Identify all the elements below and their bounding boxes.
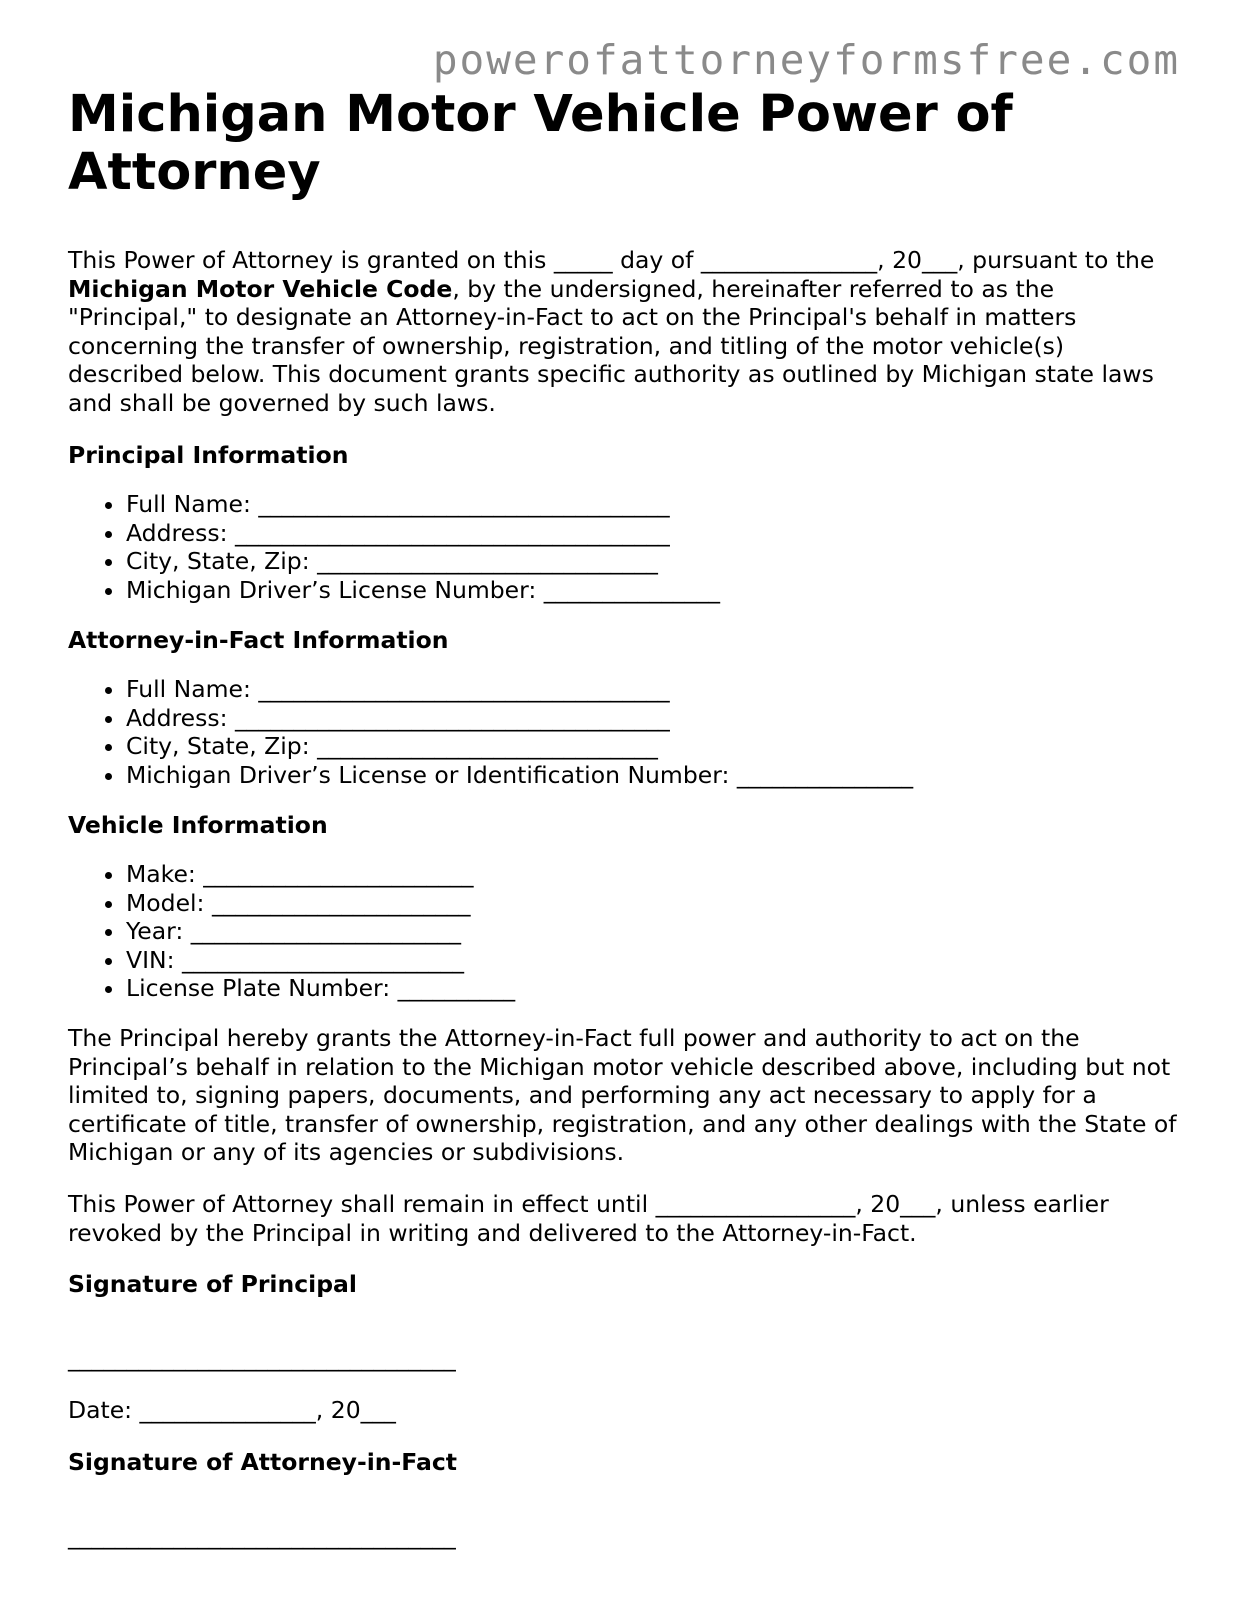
- vehicle-vin-field: • VIN: ________________________: [126, 946, 1178, 975]
- vehicle-heading: Vehicle Information: [68, 810, 328, 839]
- document-content: [68, 86, 1178, 1574]
- principal-city-state-zip-field: • City, State, Zip: _____________________________: [126, 547, 1178, 576]
- attorney-city-state-zip-field: • City, State, Zip: _____________________________: [126, 732, 1178, 761]
- watermark: powerofattorneyformsfree.com: [432, 36, 1180, 84]
- page-title: Michigan Motor Vehicle Power of Attorney: [68, 85, 1013, 202]
- intro-text-part2: , by the undersigned, hereinafter referred to as the "Principal," to designate an Attorney-in-Fact to act on the Principal's behalf in matters concerning the transfer of ownership, registration, and titling of the motor vehicle(s) described below. This document grants specific authority as outlined by Michigan state laws and shall be governed by such laws.: [68, 274, 1154, 417]
- attorney-signature-heading: Signature of Attorney-in-Fact: [68, 1448, 457, 1476]
- vehicle-year-field: • Year: _______________________: [126, 917, 1178, 946]
- principal-fields-list: [68, 490, 1178, 604]
- vehicle-fields-list: [68, 860, 1178, 1003]
- principal-address-field: • Address: _____________________________________: [126, 519, 1178, 548]
- principal-signature-date: Date: _______________, 20___: [68, 1396, 396, 1425]
- intro-code-name: Michigan Motor Vehicle Code: [68, 274, 453, 303]
- vehicle-model-field: • Model: ______________________: [126, 889, 1178, 918]
- intro-text-part1: This Power of Attorney is granted on this _____ day of _______________, 20___, pursuant to the: [68, 246, 1155, 274]
- intro-paragraph: [68, 246, 1178, 418]
- principal-full-name-field: • Full Name: ___________________________________: [126, 490, 1178, 519]
- grant-paragraph: The Principal hereby grants the Attorney-in-Fact full power and authority to act on the Principal’s behalf in relation to the Michigan motor vehicle described above, including but not limited to, signing papers, documents, and performing any act necessary to apply for a certificate of title, transfer of ownership, registration, and any other dealings with the State of Michigan or any of its agencies or subdivisions.: [68, 1024, 1177, 1167]
- attorney-full-name-field: • Full Name: ___________________________________: [126, 675, 1178, 704]
- principal-signature-heading: Signature of Principal: [68, 1270, 357, 1299]
- attorney-heading: Attorney-in-Fact Information: [68, 625, 449, 654]
- attorney-address-field: • Address: _____________________________________: [126, 704, 1178, 733]
- principal-signature-line: _________________________________: [68, 1343, 456, 1372]
- attorney-license-field: • Michigan Driver’s License or Identification Number: _______________: [126, 761, 1178, 790]
- effect-paragraph: This Power of Attorney shall remain in effect until _________________, 20___, unless earlier revoked by the Principal in writing and delivered to the Attorney-in-Fact.: [68, 1190, 1109, 1247]
- vehicle-make-field: • Make: _______________________: [126, 860, 1178, 889]
- attorney-fields-list: [68, 675, 1178, 789]
- vehicle-plate-field: • License Plate Number: __________: [126, 974, 1178, 1003]
- principal-license-field: • Michigan Driver’s License Number: _______________: [126, 576, 1178, 605]
- attorney-signature-line: _________________________________: [68, 1521, 456, 1550]
- principal-heading: Principal Information: [68, 440, 349, 469]
